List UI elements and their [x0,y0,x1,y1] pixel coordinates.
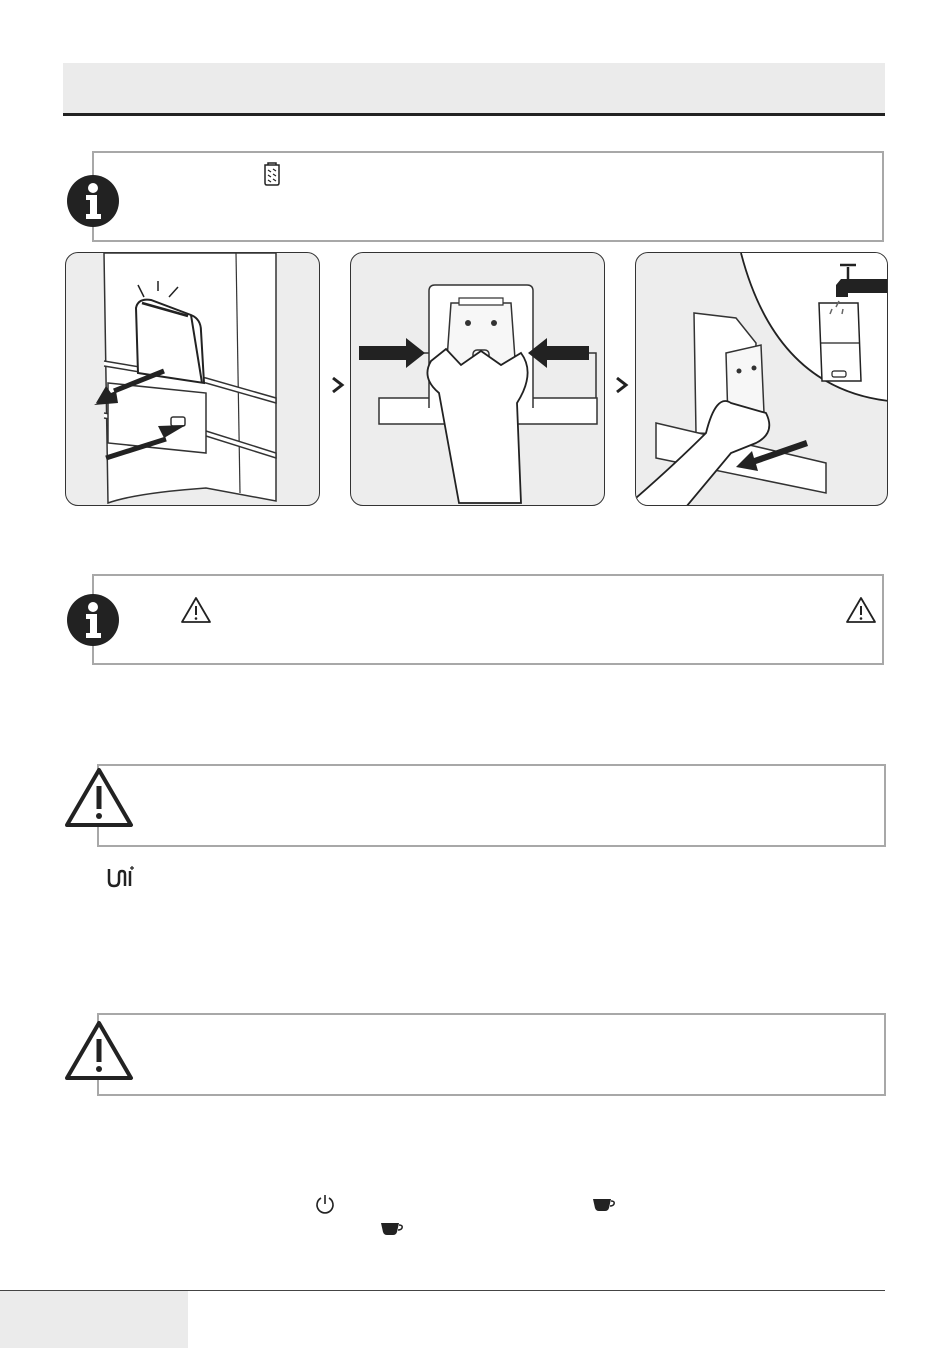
coffee-cup-icon [592,1198,616,1212]
coffee-cup-icon [380,1222,404,1236]
descaling-icon [106,865,136,889]
info-icon [66,174,120,228]
info-note-box [92,151,884,242]
water-filter-icon [262,162,282,186]
header-divider [63,113,885,116]
small-warning-icon [180,596,212,624]
info-icon [66,593,120,647]
page-header-band [63,63,885,113]
chevron-right-icon [330,375,346,395]
small-warning-icon [845,596,877,624]
illustration-step-1 [65,252,320,506]
warning-triangle-icon [64,1019,134,1081]
chevron-right-icon [614,375,630,395]
footer-band [0,1291,188,1348]
warning-box [97,1013,886,1096]
illustration-step-3 [635,252,888,506]
warning-box [97,764,886,847]
warning-triangle-icon [64,766,134,828]
power-icon [314,1193,336,1215]
illustration-step-2 [350,252,605,506]
